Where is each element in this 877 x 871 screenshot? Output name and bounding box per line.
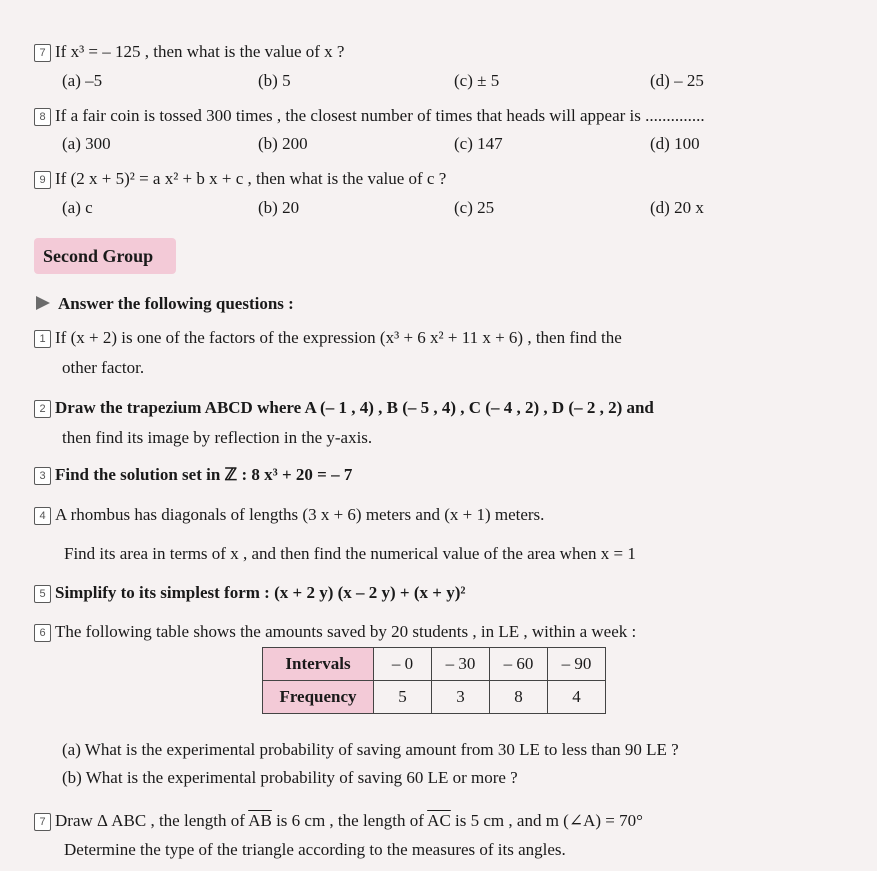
question-number: 8 (34, 108, 51, 126)
question-5 (34, 582, 465, 604)
arrow-right-icon (36, 296, 50, 310)
question-6-part-a: (a) What is the experimental probability of saving amount from 30 LE to less than 90 LE ? (62, 740, 679, 759)
option-c: (c) ± 5 (454, 71, 500, 90)
segment-ab: $\overline{AB}$ (248, 811, 272, 830)
question-6-part-b: (b) What is the experimental probability of saving 60 LE or more ? (62, 768, 518, 787)
question-text: If x³ = – 125 , then what is the value of x ? (55, 42, 345, 61)
question-text: Simplify to its simplest form : (x + 2 y) (x – 2 y) + (x + y)² (55, 583, 466, 602)
question-1 (34, 327, 622, 349)
question-text-suffix: is 5 cm , and m (∠A) = 70° (450, 811, 643, 830)
option-b: (b) 20 (258, 198, 300, 217)
segment-ac: $\overline{AC}$ (427, 811, 451, 830)
question-2-continued: then find its image by reflection in the y-axis. (62, 428, 373, 447)
question-number: 2 (34, 400, 51, 418)
table-cell: 3 (432, 681, 490, 714)
question-number: 4 (34, 507, 51, 525)
option-a: (a) c (62, 198, 93, 217)
question-text-prefix: Draw Δ ABC , the length of (55, 811, 249, 830)
table-cell: – 60 (490, 648, 548, 681)
table-cell: – 30 (432, 648, 490, 681)
option-b: (b) 5 (258, 71, 291, 90)
question-text: If (x + 2) is one of the factors of the expression (x³ + 6 x² + 11 x + 6) , then find the (55, 328, 622, 347)
instruction-text: Answer the following questions : (58, 294, 294, 313)
question-6 (34, 621, 636, 643)
option-a: (a) –5 (62, 71, 103, 90)
table-cell: 5 (374, 681, 432, 714)
question-8 (34, 105, 705, 127)
question-1-continued: other factor. (62, 358, 145, 377)
frequency-table (262, 647, 606, 714)
instruction (36, 293, 294, 315)
option-d: (d) 20 x (650, 198, 704, 217)
question-9 (34, 168, 446, 190)
option-c: (c) 147 (454, 134, 503, 153)
question-7-bottom-continued: Determine the type of the triangle according to the measures of its angles. (64, 840, 566, 859)
table-header-frequency: Frequency (263, 681, 374, 714)
option-b: (b) 200 (258, 134, 308, 153)
question-text: Find the solution set in ℤ : 8 x³ + 20 = – 7 (55, 465, 353, 484)
question-text: A rhombus has diagonals of lengths (3 x + 6) meters and (x + 1) meters. (55, 505, 545, 524)
question-text: The following table shows the amounts saved by 20 students , in LE , within a week : (55, 622, 637, 641)
option-d: (d) 100 (650, 134, 700, 153)
table-cell: 4 (548, 681, 606, 714)
question-4 (34, 504, 544, 526)
question-number: 9 (34, 171, 51, 189)
question-text: If a fair coin is tossed 300 times , the closest number of times that heads will appear is .............. (55, 106, 705, 125)
question-4-continued: Find its area in terms of x , and then find the numerical value of the area when x = 1 (64, 544, 636, 563)
table-row (263, 648, 606, 681)
table-cell: – 0 (374, 648, 432, 681)
question-7-bottom (34, 810, 643, 832)
question-text-mid: is 6 cm , the length of (271, 811, 428, 830)
question-number: 1 (34, 330, 51, 348)
question-number: 7 (34, 44, 51, 62)
option-c: (c) 25 (454, 198, 495, 217)
table-row (263, 681, 606, 714)
option-d: (d) – 25 (650, 71, 704, 90)
question-text: Draw the trapezium ABCD where A (– 1 , 4) , B (– 5 , 4) , C (– 4 , 2) , D (– 2 , 2) and (55, 398, 654, 417)
question-number: 3 (34, 467, 51, 485)
section-heading: Second Group (34, 238, 176, 274)
table-cell: 8 (490, 681, 548, 714)
question-number: 5 (34, 585, 51, 603)
question-7-top (34, 41, 344, 63)
question-number: 6 (34, 624, 51, 642)
table-header-intervals: Intervals (263, 648, 374, 681)
table-cell: – 90 (548, 648, 606, 681)
question-3 (34, 464, 352, 486)
question-2 (34, 397, 654, 419)
option-a: (a) 300 (62, 134, 111, 153)
question-number: 7 (34, 813, 51, 831)
question-text: If (2 x + 5)² = a x² + b x + c , then what is the value of c ? (55, 169, 447, 188)
